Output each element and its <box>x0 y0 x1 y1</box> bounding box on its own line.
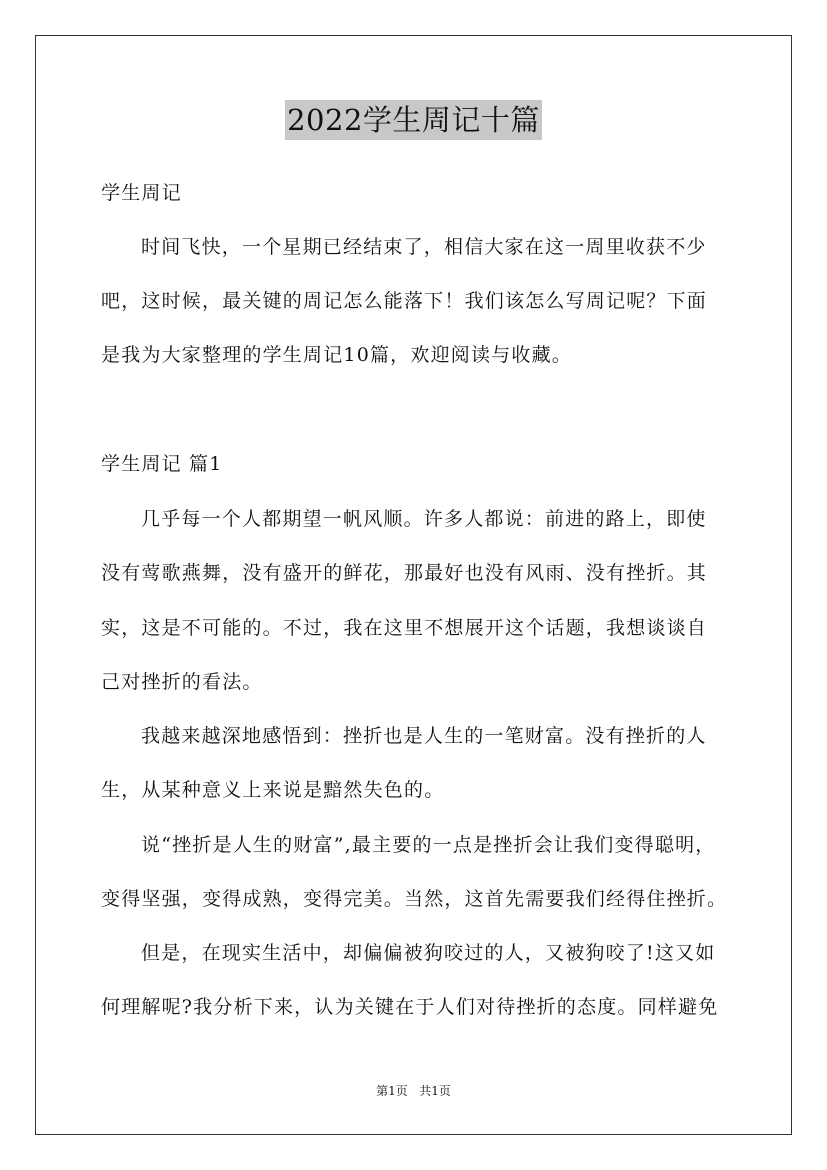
article-heading: 学生周记 篇1 <box>101 453 223 475</box>
paragraph4-line-1: 但是，在现实生活中，却偏偏被狗咬过的人，又被狗咬了!这又如 <box>141 942 716 964</box>
footer-total-pages: 共1页 <box>419 1084 451 1098</box>
section-heading: 学生周记 <box>101 182 182 204</box>
paragraph3-line-2: 变得坚强，变得成熟，变得完美。当然，这首先需要我们经得住挫折。 <box>101 888 728 910</box>
document-title: 2022学生周记十篇 <box>285 100 542 140</box>
intro-line-2: 吧，这时候，最关键的周记怎么能落下！我们该怎么写周记呢？下面 <box>101 290 708 312</box>
paragraph1-line-4: 己对挫折的看法。 <box>101 671 263 693</box>
title-container <box>0 100 827 140</box>
page-footer <box>0 1083 827 1099</box>
paragraph1-line-3: 实，这是不可能的。不过，我在这里不想展开这个话题，我想谈谈自 <box>101 617 708 639</box>
paragraph2-line-1: 我越来越深地感悟到：挫折也是人生的一笔财富。没有挫折的人 <box>141 725 707 747</box>
paragraph4-line-2: 何理解呢?我分析下来，认为关键在于人们对待挫折的态度。同样避免 <box>101 996 719 1018</box>
intro-line-1: 时间飞快，一个星期已经结束了，相信大家在这一周里收获不少 <box>141 236 707 258</box>
paragraph1-line-1: 几乎每一个人都期望一帆风顺。许多人都说：前进的路上，即使 <box>141 508 707 530</box>
footer-page-number: 第1页 <box>376 1084 408 1098</box>
intro-line-3: 是我为大家整理的学生周记10篇，欢迎阅读与收藏。 <box>101 344 572 366</box>
paragraph1-line-2: 没有莺歌燕舞，没有盛开的鲜花，那最好也没有风雨、没有挫折。其 <box>101 562 708 584</box>
paragraph2-line-2: 生，从某种意义上来说是黯然失色的。 <box>101 779 445 801</box>
paragraph3-line-1: 说“挫折是人生的财富”,最主要的一点是挫折会让我们变得聪明， <box>141 834 716 856</box>
